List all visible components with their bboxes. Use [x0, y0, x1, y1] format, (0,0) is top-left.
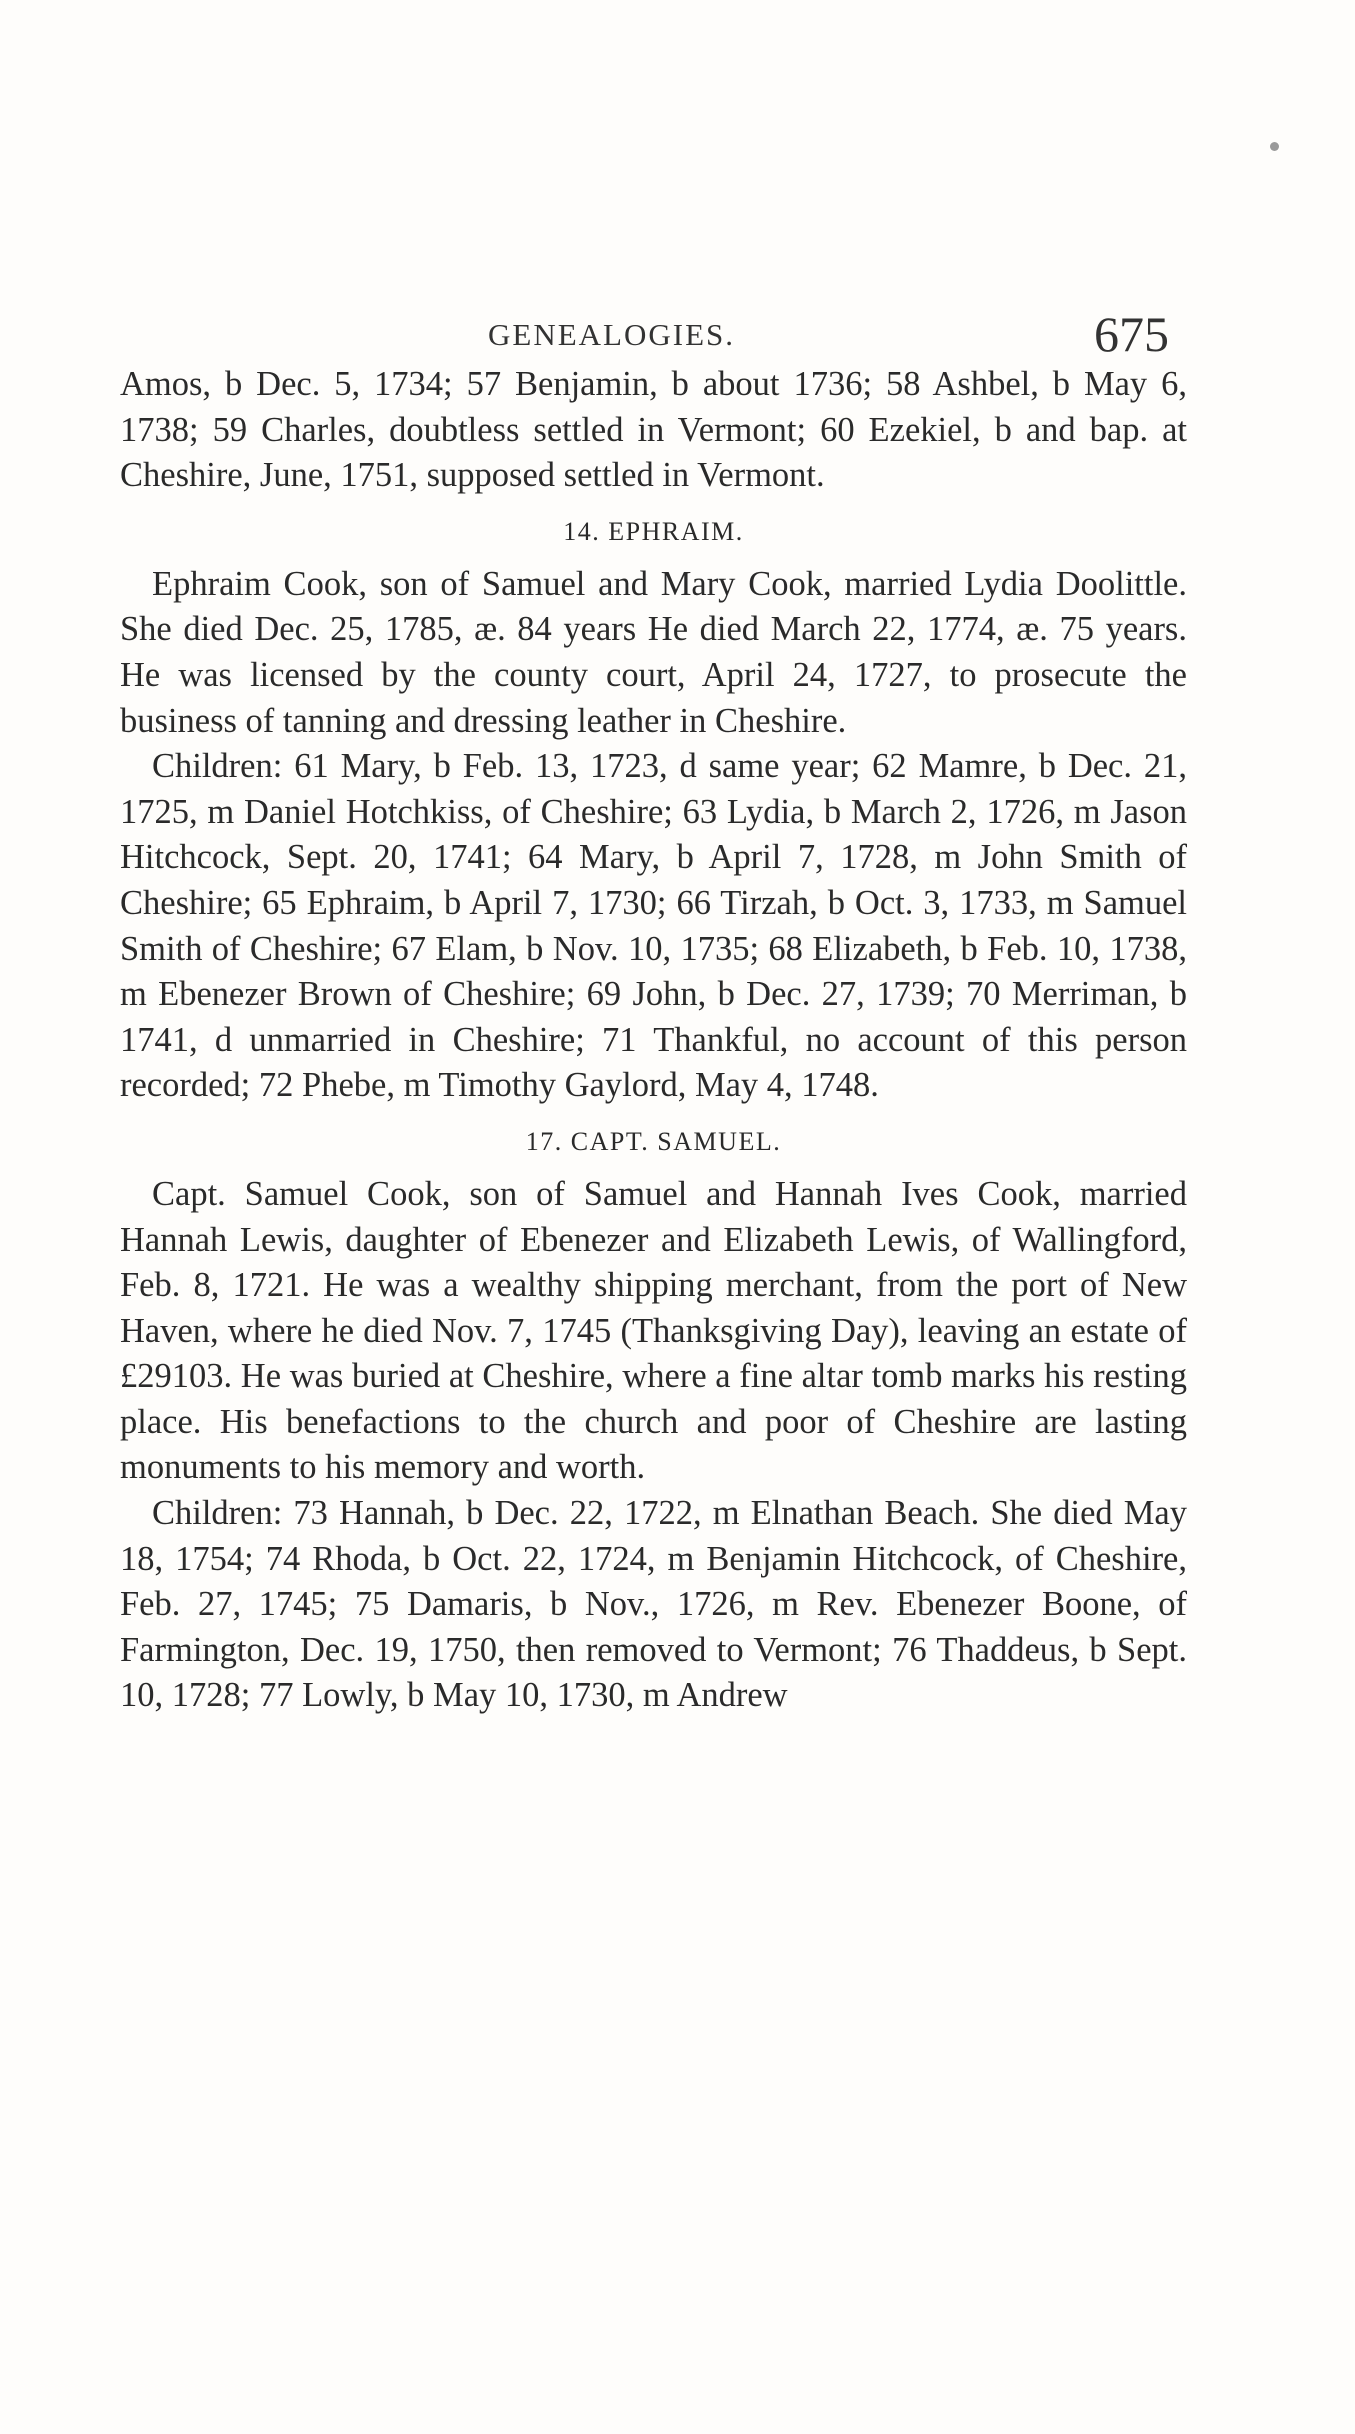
page-body: [120, 362, 1187, 1719]
ink-speck: [1270, 142, 1279, 151]
paragraph-samuel-children: Children: 73 Hannah, b Dec. 22, 1722, m Elnathan Beach. She died May 18, 1754; 74 Rhoda, b Oct. 22, 1724, m Benjamin Hitchcock, of Cheshire, Feb. 27, 1745; 75 Damaris, b Nov., 1726, m Rev. Ebenezer Boone, of Farmington, Dec. 19, 1750, then removed to Vermont; 76 Thaddeus, b Sept. 10, 1728; 77 Lowly, b May 10, 1730, m Andrew: [120, 1494, 1187, 1715]
section-heading-ephraim: 14. EPHRAIM.: [563, 516, 744, 546]
paragraph-amos: Amos, b Dec. 5, 1734; 57 Benjamin, b about 1736; 58 Ashbel, b May 6, 1738; 59 Charles, doubtless settled in Vermont; 60 Ezekiel, b and bap. at Cheshire, June, 1751, supposed settled in Vermont.: [120, 365, 1187, 495]
paragraph-ephraim-children: Children: 61 Mary, b Feb. 13, 1723, d same year; 62 Mamre, b Dec. 21, 1725, m Daniel Hotchkiss, of Cheshire; 63 Lydia, b March 2, 1726, m Jason Hitchcock, Sept. 20, 1741; 64 Mary, b April 7, 1728, m John Smith of Cheshire; 65 Ephraim, b April 7, 1730; 66 Tirzah, b Oct. 3, 1733, m Samuel Smith of Cheshire; 67 Elam, b Nov. 10, 1735; 68 Elizabeth, b Feb. 10, 1738, m Ebenezer Brown of Cheshire; 69 John, b Dec. 27, 1739; 70 Merriman, b 1741, d unmarried in Cheshire; 71 Thankful, no account of this person recorded; 72 Phebe, m Timothy Gaylord, May 4, 1748.: [120, 747, 1187, 1105]
paragraph-ephraim-bio: Ephraim Cook, son of Samuel and Mary Cook, married Lydia Doolittle. She died Dec. 25, 1785, æ. 84 years He died March 22, 1774, æ. 75 years. He was licensed by the county court, April 24, 1727, to prosecute the business of tanning and dressing leather in Cheshire.: [120, 564, 1187, 740]
page-number: 675: [1094, 306, 1169, 362]
paragraph-samuel-bio: Capt. Samuel Cook, son of Samuel and Hannah Ives Cook, married Hannah Lewis, daughter of Ebenezer and Elizabeth Lewis, of Wallingford, Feb. 8, 1721. He was a wealthy shipping merchant, from the port of New Haven, where he died Nov. 7, 1745 (Thanksgiving Day), leaving an estate of £29103. He was buried at Cheshire, where a fine altar tomb marks his resting place. His benefactions to the church and poor of Cheshire are lasting monuments to his memory and worth.: [120, 1174, 1187, 1487]
running-title: GENEALOGIES.: [488, 317, 735, 352]
section-heading-capt-samuel: 17. CAPT. SAMUEL.: [525, 1126, 782, 1156]
